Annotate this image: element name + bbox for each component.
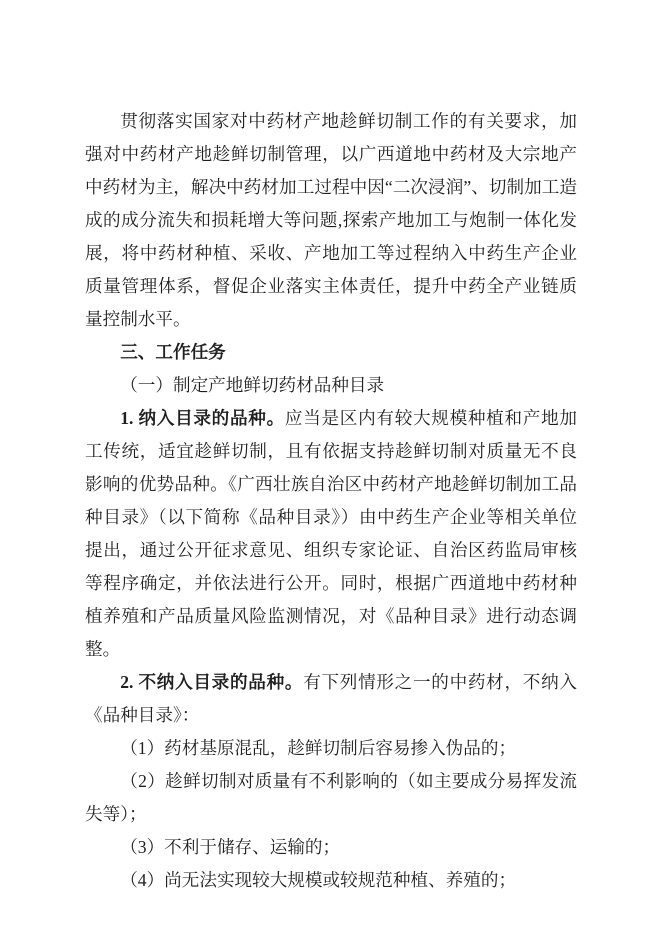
bold-text-run: 2. 不纳入目录的品种。	[120, 672, 304, 692]
paragraph	[85, 732, 577, 765]
paragraph	[85, 765, 577, 831]
bold-text-run: 三、工作任务	[120, 342, 226, 362]
bold-text-run: 1. 纳入目录的品种。	[120, 408, 285, 428]
text-run: 贯彻落实国家对中药材产地趁鲜切制工作的有关要求，加强对中药材产地趁鲜切制管理，以广西道地中药材及大宗地产中药材为主，解决中药材加工过程中因“二次浸润”、切制加工造成的成分流失和损耗增大等问题,探索产地加工与炮制一体化发展，将中药材种植、采收、产地加工等过程纳入中药生产企业质量管理体系，督促企业落实主体责任，提升中药全产业链质量控制水平。	[85, 111, 577, 329]
text-run: 应当是区内有较大规模种植和产地加工传统，适宜趁鲜切制，且有依据支持趁鲜切制对质量无不良影响的优势品种。《广西壮族自治区中药材产地趁鲜切制加工品种目录》（以下简称《品种目录》）由中药生产企业等相关单位提出，通过公开征求意见、组织专家论证、自治区药监局审核等程序确定，并依法进行公开。同时，根据广西道地中药材种植养殖和产品质量风险监测情况，对《品种目录》进行动态调整。	[85, 408, 577, 659]
text-run: （一）制定产地鲜切药材品种目录	[120, 375, 385, 395]
text-run: （1）药材基原混乱，趁鲜切制后容易掺入伪品的；	[120, 738, 517, 758]
paragraph	[85, 831, 577, 864]
paragraph	[85, 864, 577, 897]
paragraph	[85, 666, 577, 732]
text-run: （4）尚无法实现较大规模或较规范种植、养殖的；	[120, 870, 517, 890]
text-run: （2）趁鲜切制对质量有不利影响的（如主要成分易挥发流失等）；	[85, 771, 577, 824]
paragraph	[85, 402, 577, 666]
paragraph	[85, 105, 577, 336]
text-run: （3）不利于储存、运输的；	[120, 837, 341, 857]
section-heading	[85, 336, 577, 369]
text-run: 有下列情形之一的中药材，不纳入《品种目录》：	[85, 672, 577, 725]
section-subheading	[85, 369, 577, 402]
document-body	[85, 105, 577, 897]
